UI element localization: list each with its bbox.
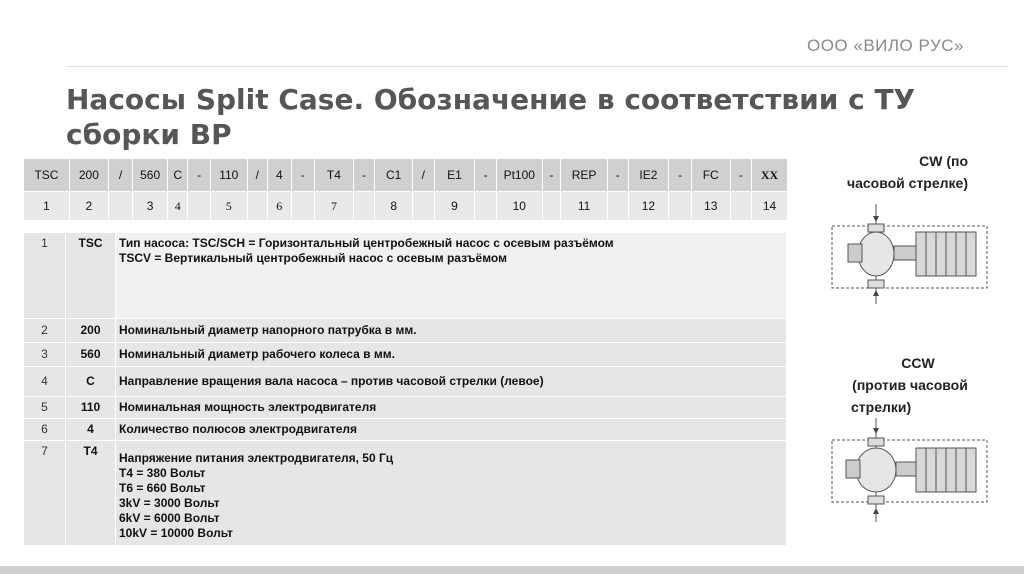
table-row: [24, 441, 787, 546]
code-cell: /: [108, 159, 133, 192]
table-row: [24, 367, 787, 397]
position-cell: [108, 192, 133, 221]
description-line: 10kV = 10000 Вольт: [119, 526, 233, 540]
code-cell: 560: [133, 159, 168, 192]
code-cell: /: [247, 159, 267, 192]
position-cell: 1: [24, 192, 70, 221]
position-cell: [353, 192, 374, 221]
description-line: Номинальная мощность электродвигателя: [119, 400, 377, 414]
position-cell: [475, 192, 496, 221]
description-line: TSCV = Вертикальный центробежный насос с осевым разъёмом: [119, 251, 507, 265]
row-description: [116, 419, 787, 441]
position-cell: [542, 192, 560, 221]
row-number: 6: [24, 419, 66, 441]
table-row: [24, 343, 787, 367]
position-cell: [669, 192, 691, 221]
row-number: 3: [24, 343, 66, 367]
description-line: T6 = 660 Вольт: [119, 481, 206, 495]
position-cell: 2: [69, 192, 108, 221]
cw-caption-line: CW (по: [919, 153, 968, 169]
code-cell: -: [475, 159, 496, 192]
description-line: 6kV = 6000 Вольт: [119, 511, 220, 525]
code-cell: T4: [315, 159, 354, 192]
row-number: 7: [24, 441, 66, 546]
ccw-pump-drawing: [830, 412, 990, 530]
code-cell: -: [542, 159, 560, 192]
code-cell: -: [730, 159, 751, 192]
ccw-caption-line: стрелки): [851, 399, 912, 415]
ccw-caption-line: (против часовой: [852, 377, 968, 393]
position-cell: 5: [210, 192, 247, 221]
position-cell: 8: [375, 192, 413, 221]
row-code: C: [66, 367, 116, 397]
position-cell: 11: [561, 192, 608, 221]
position-row: [24, 192, 788, 221]
cw-pump-drawing: [830, 196, 990, 316]
row-number: 2: [24, 319, 66, 343]
row-description: [116, 319, 787, 343]
code-cell: 200: [69, 159, 108, 192]
position-cell: [730, 192, 751, 221]
code-cell: IE2: [628, 159, 669, 192]
cw-caption: [830, 150, 980, 194]
ccw-caption: [835, 352, 985, 418]
designation-code-table: [23, 158, 788, 221]
code-cell: 110: [210, 159, 247, 192]
table-row: [24, 319, 787, 343]
code-row: [24, 159, 788, 192]
top-divider: [66, 66, 1008, 67]
code-cell: -: [608, 159, 628, 192]
position-cell: [247, 192, 267, 221]
row-description: [116, 441, 787, 546]
table-row: [24, 397, 787, 419]
row-code: 110: [66, 397, 116, 419]
description-line: Тип насоса: TSC/SCH = Горизонтальный центробежный насос с осевым разъёмом: [119, 236, 614, 250]
position-cell: [413, 192, 434, 221]
row-code: 4: [66, 419, 116, 441]
code-cell: -: [353, 159, 374, 192]
row-number: 5: [24, 397, 66, 419]
code-cell: C: [167, 159, 187, 192]
row-description: [116, 367, 787, 397]
position-cell: [291, 192, 314, 221]
code-cell: XX: [752, 159, 788, 192]
page-title: Насосы Split Case. Обозначение в соответствии с ТУ сборки ВР: [66, 83, 916, 151]
description-line: Направление вращения вала насоса – против часовой стрелки (левое): [119, 374, 544, 388]
code-cell: /: [413, 159, 434, 192]
position-cell: 6: [268, 192, 291, 221]
description-line: Количество полюсов электродвигателя: [119, 422, 358, 436]
ccw-caption-line: CCW: [901, 355, 935, 371]
position-cell: 13: [691, 192, 730, 221]
description-line: 3kV = 3000 Вольт: [119, 496, 220, 510]
cw-caption-line: часовой стрелке): [846, 175, 968, 191]
row-number: 1: [24, 233, 66, 319]
row-code: 560: [66, 343, 116, 367]
description-line: T4 = 380 Вольт: [119, 466, 206, 480]
code-cell: REP: [561, 159, 608, 192]
position-cell: 14: [752, 192, 788, 221]
code-cell: FC: [691, 159, 730, 192]
row-number: 4: [24, 367, 66, 397]
position-cell: [608, 192, 628, 221]
position-cell: 12: [628, 192, 669, 221]
position-cell: 4: [167, 192, 187, 221]
code-cell: -: [669, 159, 691, 192]
code-cell: -: [188, 159, 210, 192]
table-row: [24, 233, 787, 319]
bottom-bar: [0, 566, 1024, 574]
row-code: 200: [66, 319, 116, 343]
row-description: [116, 343, 787, 367]
company-name: ООО «ВИЛО РУС»: [806, 36, 964, 55]
row-description: [116, 397, 787, 419]
code-cell: Pt100: [496, 159, 542, 192]
row-code: TSC: [66, 233, 116, 319]
code-cell: -: [291, 159, 314, 192]
description-line: Напряжение питания электродвигателя, 50 Гц: [119, 451, 394, 465]
code-cell: E1: [434, 159, 475, 192]
table-row: [24, 419, 787, 441]
row-description: [116, 233, 787, 319]
description-line: Номинальный диаметр напорного патрубка в мм.: [119, 323, 417, 337]
position-cell: 3: [133, 192, 168, 221]
code-cell: C1: [375, 159, 413, 192]
position-cell: 10: [496, 192, 542, 221]
description-line: Номинальный диаметр рабочего колеса в мм.: [119, 347, 395, 361]
row-code: T4: [66, 441, 116, 546]
code-cell: TSC: [24, 159, 70, 192]
position-cell: 7: [315, 192, 354, 221]
description-table: [23, 232, 787, 546]
code-cell: 4: [268, 159, 291, 192]
position-cell: [188, 192, 210, 221]
position-cell: 9: [434, 192, 475, 221]
